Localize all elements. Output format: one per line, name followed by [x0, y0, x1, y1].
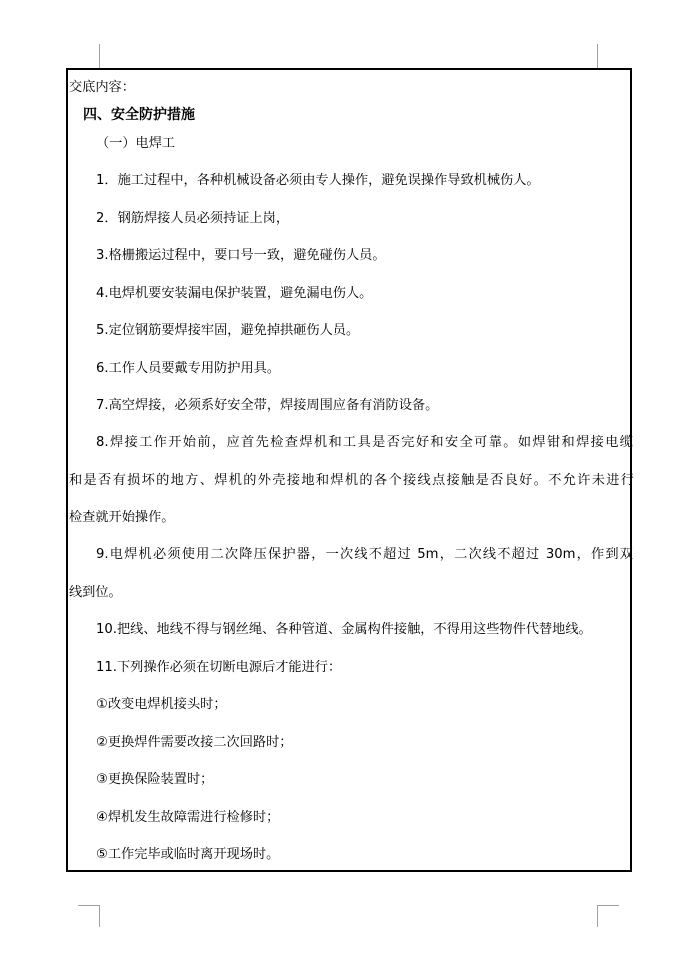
list-item: 3.格栅搬运过程中，要口号一致，避免碰伤人员。	[96, 248, 386, 263]
item8-line3: 检查就开始操作。	[69, 510, 175, 525]
document-frame	[66, 68, 632, 872]
crop-mark-bottom-right-h	[597, 905, 619, 906]
crop-mark-bottom-left-v	[99, 905, 100, 927]
sub-list-item: ⑤工作完毕或临时离开现场时。	[96, 847, 280, 862]
crop-mark-top-left	[99, 44, 100, 68]
crop-mark-bottom-left-h	[78, 905, 100, 906]
list-item: 6.工作人员要戴专用防护用具。	[96, 361, 281, 376]
sub-list-item: ②更换焊件需要改接二次回路时；	[96, 735, 293, 750]
item8-line1: 8.焊接工作开始前，应首先检查焊机和工具是否完好和安全可靠。如焊钳和焊接电缆	[96, 435, 633, 450]
sub-list-item: ①改变电焊机接头时；	[96, 697, 227, 712]
item9-line1: 9.电焊机必须使用二次降压保护器，一次线不超过 5m，二次线不超过 30m，作到双	[96, 547, 633, 562]
list-item: 2．钢筋焊接人员必须持证上岗，	[96, 211, 290, 226]
list-item: 4.电焊机要安装漏电保护装置，避免漏电伤人。	[96, 286, 373, 301]
content-label: 交底内容：	[69, 80, 135, 95]
sub-list-item: ④焊机发生故障需进行检修时；	[96, 810, 280, 825]
sub-list-item: ③更换保险装置时；	[96, 772, 214, 787]
item11: 11.下列操作必须在切断电源后才能进行：	[96, 660, 342, 675]
list-item: 7.高空焊接，必须系好安全带，焊接周围应备有消防设备。	[96, 398, 439, 413]
crop-mark-bottom-right-v	[597, 905, 598, 927]
item9-line2: 线到位。	[69, 585, 122, 600]
item10: 10.把线、地线不得与钢丝绳、各种管道、金属构件接触，不得用这些物件代替地线。	[96, 622, 592, 637]
crop-mark-top-right	[597, 44, 598, 68]
list-item: 1．施工过程中，各种机械设备必须由专人操作，避免误操作导致机械伤人。	[96, 173, 540, 188]
item8-line2: 和是否有损坏的地方、焊机的外壳接地和焊机的各个接线点接触是否良好。不允许未进行	[69, 473, 634, 488]
list-item: 5.定位钢筋要焊接牢固，避免掉拱砸伤人员。	[96, 323, 360, 338]
section-title: 四、安全防护措施	[83, 107, 195, 123]
subsection-title: （一）电焊工	[96, 136, 176, 151]
